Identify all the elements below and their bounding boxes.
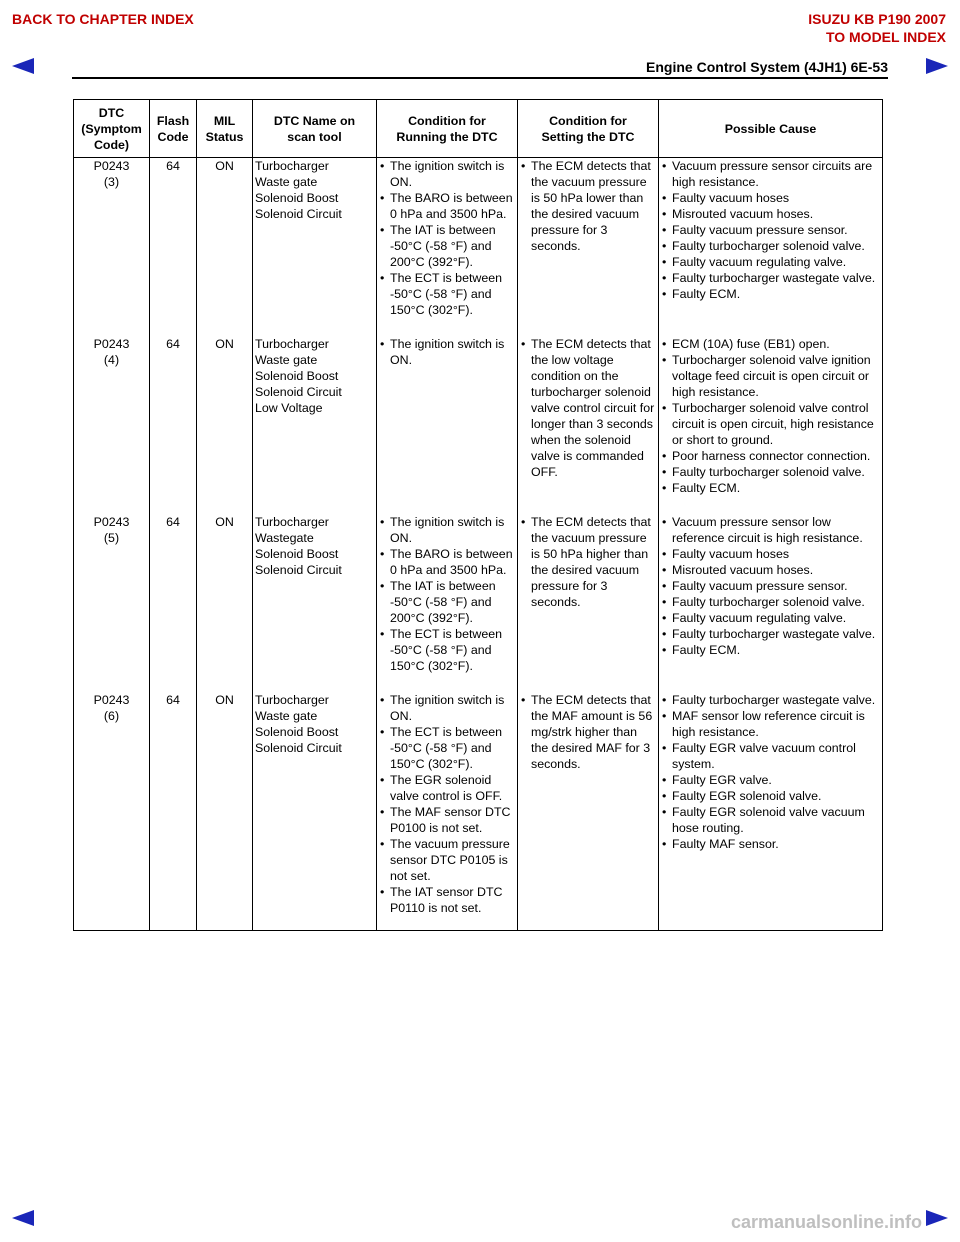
list-item: • The EGR solenoid valve control is OFF. xyxy=(379,772,515,804)
list-item: • Poor harness connector connection. xyxy=(661,448,880,464)
list-item: • Faulty turbocharger wastegate valve. xyxy=(661,692,880,708)
list-item: • Faulty vacuum pressure sensor. xyxy=(661,578,880,594)
header-possible-cause: Possible Cause xyxy=(659,100,883,158)
mil-status-cell: ON xyxy=(197,158,253,337)
list-item: • Faulty EGR solenoid valve. xyxy=(661,788,880,804)
previous-page-arrow-icon[interactable] xyxy=(12,1210,34,1226)
list-item: • The vacuum pressure sensor DTC P0105 is not set. xyxy=(379,836,515,884)
footer-watermark: carmanualsonline.info xyxy=(730,1212,922,1232)
flash-code-cell: 64 xyxy=(150,336,197,514)
header-setting-condition: Condition for Setting the DTC xyxy=(518,100,659,158)
list-item: • The ignition switch is ON. xyxy=(379,692,515,724)
running-condition-cell xyxy=(377,692,518,931)
list-item: • The ECT is between -50°C (-58 °F) and 150°C (302°F). xyxy=(379,626,515,674)
model-title-link[interactable]: ISUZU KB P190 2007 xyxy=(808,11,946,27)
list-item: • The ignition switch is ON. xyxy=(379,336,515,368)
header-divider xyxy=(72,77,888,79)
header-dtc: DTC (Symptom Code) xyxy=(74,100,150,158)
header-flash-code: Flash Code xyxy=(150,100,197,158)
dtc-code-cell: P0243 (3) xyxy=(74,158,150,337)
list-item: • The IAT is between -50°C (-58 °F) and 200°C (392°F). xyxy=(379,222,515,270)
list-item: • Turbocharger solenoid valve control circuit is open circuit, high resistance or short to ground. xyxy=(661,400,880,448)
list-item: • Faulty vacuum hoses xyxy=(661,546,880,562)
running-condition-cell xyxy=(377,514,518,692)
next-page-arrow-icon[interactable] xyxy=(926,1210,948,1226)
previous-page-arrow-icon[interactable] xyxy=(12,58,34,74)
list-item: • Faulty ECM. xyxy=(661,642,880,658)
possible-cause-cell xyxy=(659,336,883,514)
list-item: • The BARO is between 0 hPa and 3500 hPa. xyxy=(379,190,515,222)
back-to-chapter-index-link[interactable]: BACK TO CHAPTER INDEX xyxy=(12,11,194,27)
dtc-name-cell: Turbocharger Waste gate Solenoid Boost Solenoid Circuit xyxy=(253,158,377,337)
list-item: • Vacuum pressure sensor circuits are high resistance. xyxy=(661,158,880,190)
running-condition-cell xyxy=(377,158,518,337)
list-item: • Faulty turbocharger solenoid valve. xyxy=(661,238,880,254)
dtc-name-cell: Turbocharger Wastegate Solenoid Boost Solenoid Circuit xyxy=(253,514,377,692)
table-body xyxy=(74,158,883,931)
page-title: Engine Control System (4JH1) 6E-53 xyxy=(646,59,888,75)
flash-code-cell: 64 xyxy=(150,514,197,692)
list-item: • The ECM detects that the low voltage condition on the turbocharger solenoid valve control circuit for longer than 3 seconds when the solenoid valve is commanded OFF. xyxy=(520,336,656,480)
to-model-index-link[interactable]: TO MODEL INDEX xyxy=(825,29,946,45)
list-item: • The IAT sensor DTC P0110 is not set. xyxy=(379,884,515,916)
list-item: • The ECM detects that the vacuum pressure is 50 hPa higher than the desired vacuum pressure for 3 seconds. xyxy=(520,514,656,610)
list-item: • The ignition switch is ON. xyxy=(379,158,515,190)
list-item: • Faulty EGR solenoid valve vacuum hose routing. xyxy=(661,804,880,836)
possible-cause-cell xyxy=(659,158,883,337)
dtc-name-cell: Turbocharger Waste gate Solenoid Boost Solenoid Circuit Low Voltage xyxy=(253,336,377,514)
mil-status-cell: ON xyxy=(197,336,253,514)
list-item: • Turbocharger solenoid valve ignition voltage feed circuit is open circuit or high resistance. xyxy=(661,352,880,400)
dtc-code-cell: P0243 (4) xyxy=(74,336,150,514)
list-item: • Misrouted vacuum hoses. xyxy=(661,562,880,578)
setting-condition-cell xyxy=(518,514,659,692)
table-row xyxy=(74,336,883,514)
list-item: • Faulty vacuum hoses xyxy=(661,190,880,206)
flash-code-cell: 64 xyxy=(150,158,197,337)
table-row xyxy=(74,692,883,931)
list-item: • Faulty EGR valve vacuum control system. xyxy=(661,740,880,772)
list-item: • Faulty turbocharger wastegate valve. xyxy=(661,270,880,286)
list-item: • Faulty vacuum regulating valve. xyxy=(661,610,880,626)
list-item: • The ECT is between -50°C (-58 °F) and 150°C (302°F). xyxy=(379,270,515,318)
table-header-row xyxy=(74,100,883,158)
list-item: • The ECM detects that the MAF amount is 56 mg/strk higher than the desired MAF for 3 seconds. xyxy=(520,692,656,772)
setting-condition-cell xyxy=(518,336,659,514)
dtc-name-cell: Turbocharger Waste gate Solenoid Boost Solenoid Circuit xyxy=(253,692,377,931)
list-item: • Misrouted vacuum hoses. xyxy=(661,206,880,222)
list-item: • The BARO is between 0 hPa and 3500 hPa. xyxy=(379,546,515,578)
possible-cause-cell xyxy=(659,514,883,692)
list-item: • Faulty vacuum pressure sensor. xyxy=(661,222,880,238)
list-item: • Faulty turbocharger solenoid valve. xyxy=(661,594,880,610)
list-item: • Faulty MAF sensor. xyxy=(661,836,880,852)
list-item: • Faulty EGR valve. xyxy=(661,772,880,788)
list-item: • Faulty turbocharger solenoid valve. xyxy=(661,464,880,480)
list-item: • The ignition switch is ON. xyxy=(379,514,515,546)
possible-cause-cell xyxy=(659,692,883,931)
dtc-code-cell: P0243 (6) xyxy=(74,692,150,931)
list-item: • The ECM detects that the vacuum pressure is 50 hPa lower than the desired vacuum pressure for 3 seconds. xyxy=(520,158,656,254)
dtc-code-cell: P0243 (5) xyxy=(74,514,150,692)
list-item: • MAF sensor low reference circuit is high resistance. xyxy=(661,708,880,740)
dtc-table xyxy=(73,99,883,931)
list-item: • The ECT is between -50°C (-58 °F) and 150°C (302°F). xyxy=(379,724,515,772)
header-mil-status: MIL Status xyxy=(197,100,253,158)
list-item: • Faulty ECM. xyxy=(661,480,880,496)
list-item: • The MAF sensor DTC P0100 is not set. xyxy=(379,804,515,836)
flash-code-cell: 64 xyxy=(150,692,197,931)
table-row xyxy=(74,158,883,337)
header-running-condition: Condition for Running the DTC xyxy=(377,100,518,158)
list-item: • Faulty vacuum regulating valve. xyxy=(661,254,880,270)
list-item: • Faulty ECM. xyxy=(661,286,880,302)
list-item: • Faulty turbocharger wastegate valve. xyxy=(661,626,880,642)
mil-status-cell: ON xyxy=(197,514,253,692)
mil-status-cell: ON xyxy=(197,692,253,931)
setting-condition-cell xyxy=(518,692,659,931)
setting-condition-cell xyxy=(518,158,659,337)
list-item: • The IAT is between -50°C (-58 °F) and 200°C (392°F). xyxy=(379,578,515,626)
list-item: • Vacuum pressure sensor low reference circuit is high resistance. xyxy=(661,514,880,546)
header-dtc-name: DTC Name on scan tool xyxy=(253,100,377,158)
next-page-arrow-icon[interactable] xyxy=(926,58,948,74)
running-condition-cell xyxy=(377,336,518,514)
list-item: • ECM (10A) fuse (EB1) open. xyxy=(661,336,880,352)
table-row xyxy=(74,514,883,692)
